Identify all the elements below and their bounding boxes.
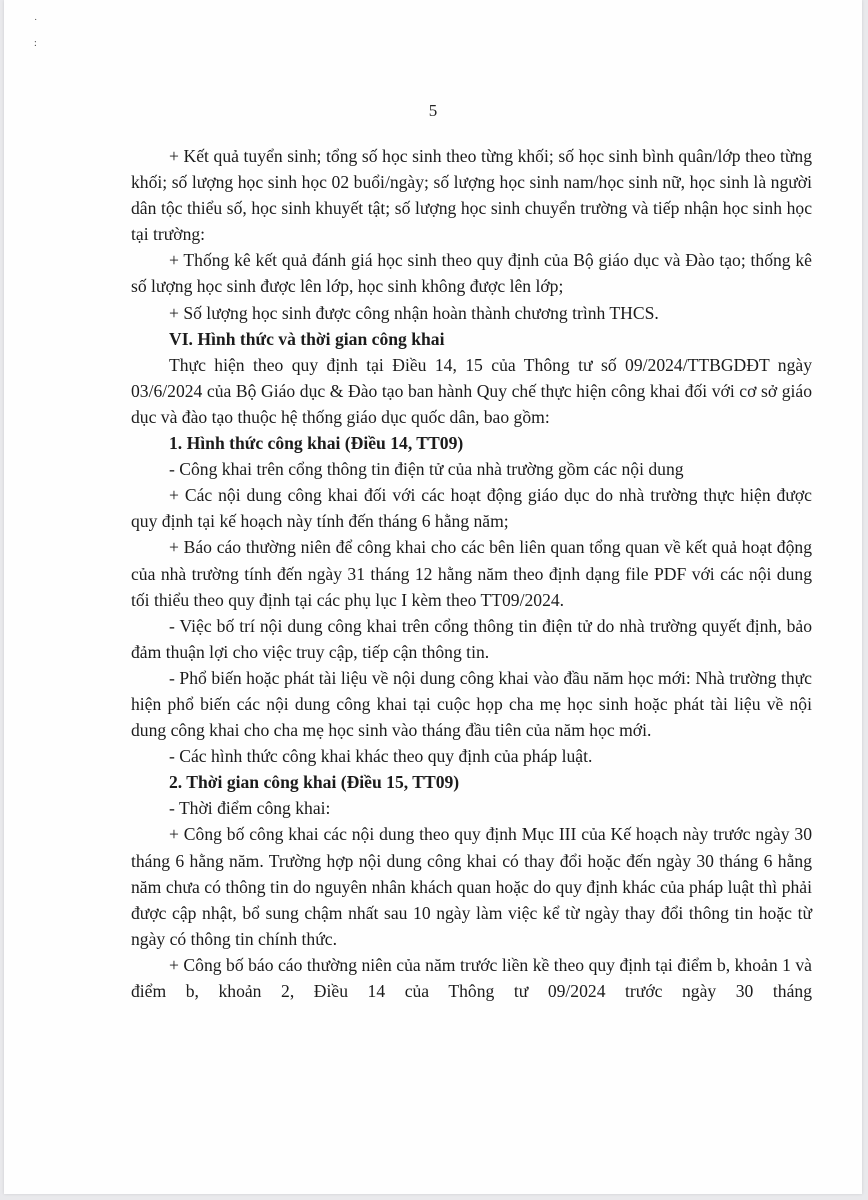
document-body [131,143,812,1004]
paragraph-dissemination: - Phổ biến hoặc phát tài liệu về nội dung công khai vào đầu năm học mới: Nhà trường thực hiện phổ biến các nội dung công khai tại cuộc họp cha mẹ học sinh hoặc phát tài liệu về nội dung công khai cho cha mẹ học sinh vào tháng đầu tiên của năm học mới. [131,667,812,741]
paragraph-thcs-completion: + Số lượng học sinh được công nhận hoàn thành chương trình THCS. [169,302,659,323]
paragraph-regulation-basis: Thực hiện theo quy định tại Điều 14, 15 của Thông tư số 09/2024/TTBGDĐT ngày 03/6/2024 của Bộ Giáo dục & Đào tạo ban hành Quy chế thực hiện công khai đối với cơ sở giáo dục và đào tạo thuộc hệ thống giáo dục quốc dân, bao gồm: [131,354,812,427]
paragraph-publish-annual-report: + Công bố báo cáo thường niên của năm trước liền kề theo quy định tại điểm b, khoản 1 và điểm b, khoản 2, Điều 14 của Thông tư 09/2024 trước ngày 30 tháng [131,954,812,1001]
subsection-heading-disclosure-forms: 1. Hình thức công khai (Điều 14, TT09) [169,433,464,454]
subsection-heading-disclosure-time: 2. Thời gian công khai (Điều 15, TT09) [169,772,460,793]
page-number: 5 [428,101,438,120]
paragraph-publish-by-june: + Công bố công khai các nội dung theo quy định Mục III của Kế hoạch này trước ngày 30 tháng 6 hằng năm. Trường hợp nội dung công khai có thay đổi hoặc đến ngày 30 tháng 6 hằng năm chưa có thông tin do nguyên nhân khách quan hoặc do quy định khác của pháp luật thì phải được cập nhật, bổ sung chậm nhất sau 10 ngày làm việc kể từ ngày thay đổi thông tin hoặc từ ngày có thông tin chính thức. [131,824,812,949]
paragraph-education-activities: + Các nội dung công khai đối với các hoạt động giáo dục do nhà trường thực hiện được quy định tại kế hoạch này tính đến tháng 6 hằng năm; [131,485,812,532]
paragraph-admissions-results: + Kết quả tuyển sinh; tổng số học sinh theo từng khối; số học sinh bình quân/lớp theo từng khối; số lượng học sinh học 02 buổi/ngày; số lượng học sinh nam/học sinh nữ, học sinh là người dân tộc thiểu số, học sinh khuyết tật; số lượng học sinh chuyển trường và tiếp nhận học sinh học tại trường: [131,146,812,245]
section-heading-vi: VI. Hình thức và thời gian công khai [169,328,445,349]
scan-artifact: ˙ : [34,18,38,49]
paragraph-other-forms: - Các hình thức công khai khác theo quy định của pháp luật. [169,746,593,767]
paragraph-student-assessment: + Thống kê kết quả đánh giá học sinh theo quy định của Bộ giáo dục và Đào tạo; thống kê số lượng học sinh được lên lớp, học sinh không được lên lớp; [131,250,812,297]
paragraph-portal-disclosure: - Công khai trên cổng thông tin điện tử của nhà trường gồm các nội dung [169,459,684,480]
paragraph-portal-layout: - Việc bố trí nội dung công khai trên cổng thông tin điện tử do nhà trường quyết định, bảo đảm thuận lợi cho việc truy cập, tiếp cận thông tin. [131,615,812,662]
paragraph-disclosure-timing: - Thời điểm công khai: [169,798,331,819]
document-page [4,0,862,1194]
paragraph-annual-report: + Báo cáo thường niên để công khai cho các bên liên quan tổng quan về kết quả hoạt động của nhà trường tính đến ngày 31 tháng 12 hằng năm theo định dạng file PDF với các nội dung tối thiểu theo quy định tại các phụ lục I kèm theo TT09/2024. [131,537,812,610]
